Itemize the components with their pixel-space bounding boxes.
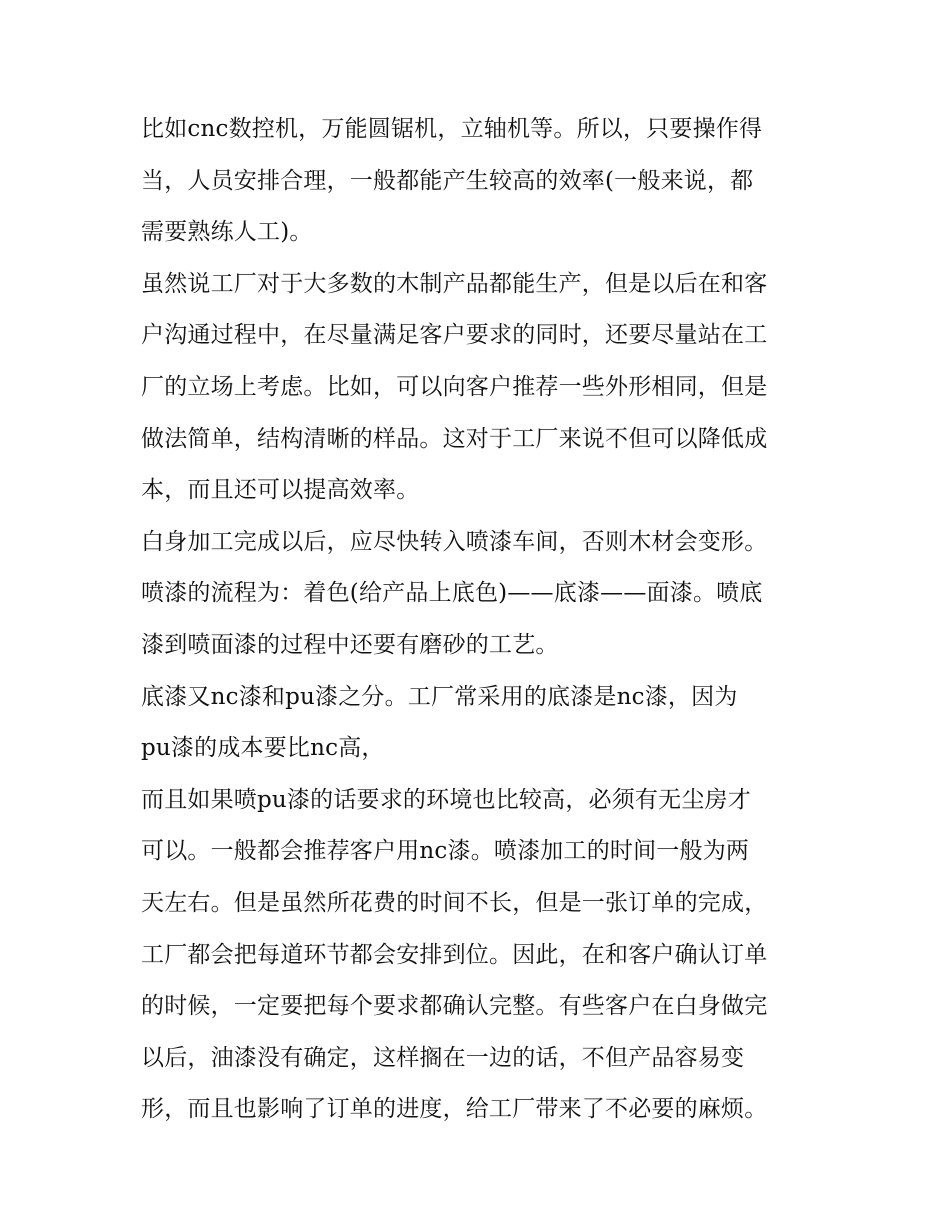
text-line: 以后，油漆没有确定，这样搁在一边的话，不但产品容易变 xyxy=(141,1044,745,1071)
text-line: 工厂都会把每道环节都会安排到位。因此，在和客户确认订单 xyxy=(141,941,768,968)
text-line: 本，而且还可以提高效率。 xyxy=(141,477,420,504)
text-line: 厂的立场上考虑。比如，可以向客户推荐一些外形相同，但是 xyxy=(141,373,768,400)
paragraph-machines xyxy=(141,104,813,259)
text-line: 喷漆的流程为：着色(给产品上底色)——底漆——面漆。喷底 xyxy=(141,580,763,607)
text-line: pu漆的成本要比nc高， xyxy=(141,735,385,762)
text-line: 比如cnc数控机，万能圆锯机，立轴机等。所以，只要操作得 xyxy=(141,116,763,142)
text-line: 需要熟练人工)。 xyxy=(141,219,313,246)
paragraph-customer-communication xyxy=(141,259,813,517)
text-line: 虽然说工厂对于大多数的木制产品都能生产，但是以后在和客 xyxy=(141,270,768,297)
text-line: 而且如果喷pu漆的话要求的环境也比较高，必须有无尘房才 xyxy=(141,786,751,813)
text-line: 白身加工完成以后，应尽快转入喷漆车间，否则木材会变形。 xyxy=(141,528,768,555)
document-body xyxy=(141,104,813,1136)
paragraph-primer-types xyxy=(141,672,813,775)
text-line: 底漆又nc漆和pu漆之分。工厂常采用的底漆是nc漆，因为 xyxy=(141,683,738,710)
text-line: 可以。一般都会推荐客户用nc漆。喷漆加工的时间一般为两 xyxy=(141,838,750,865)
text-line: 漆到喷面漆的过程中还要有磨砂的工艺。 xyxy=(141,631,559,658)
text-line: 天左右。但是虽然所花费的时间不长，但是一张订单的完成， xyxy=(141,889,768,916)
text-line: 形，而且也影响了订单的进度，给工厂带来了不必要的麻烦。 xyxy=(141,1096,768,1123)
text-line: 当，人员安排合理，一般都能产生较高的效率(一般来说，都 xyxy=(141,167,754,194)
text-line: 户沟通过程中，在尽量满足客户要求的同时，还要尽量站在工 xyxy=(141,322,768,349)
paragraph-order-confirmation xyxy=(141,775,813,1136)
paragraph-painting-process xyxy=(141,517,813,672)
text-line: 做法简单，结构清晰的样品。这对于工厂来说不但可以降低成 xyxy=(141,425,768,452)
text-line: 的时候，一定要把每个要求都确认完整。有些客户在白身做完 xyxy=(141,993,768,1020)
